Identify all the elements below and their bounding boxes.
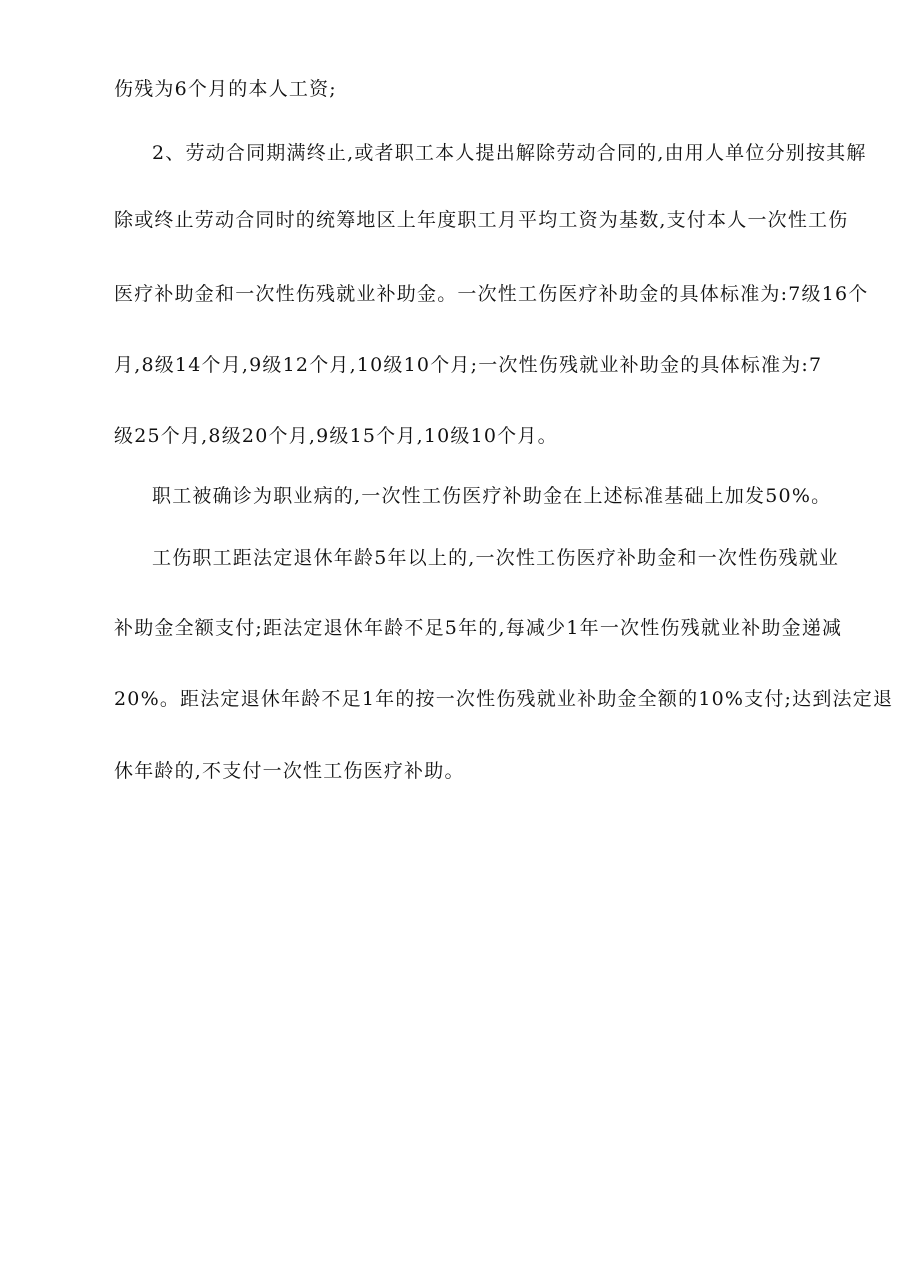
- text-line-6: 级25个月,8级20个月,9级15个月,10级10个月。: [114, 425, 558, 447]
- text-line-3: 除或终止劳动合同时的统筹地区上年度职工月平均工资为基数,支付本人一次性工伤: [114, 209, 849, 231]
- text-line-10: 20%。距法定退休年龄不足1年的按一次性伤残就业补助金全额的10%支付;达到法定退: [114, 688, 894, 710]
- text-line-9: 补助金全额支付;距法定退休年龄不足5年的,每减少1年一次性伤残就业补助金递减: [114, 617, 843, 639]
- text-line-5: 月,8级14个月,9级12个月,10级10个月;一次性伤残就业补助金的具体标准为:7: [114, 354, 823, 376]
- text-line-7: 职工被确诊为职业病的,一次性工伤医疗补助金在上述标准基础上加发50%。: [152, 485, 832, 507]
- text-line-2: 2、劳动合同期满终止,或者职工本人提出解除劳动合同的,由用人单位分别按其解: [152, 142, 867, 164]
- text-line-1: 伤残为6个月的本人工资;: [114, 78, 337, 100]
- text-line-8: 工伤职工距法定退休年龄5年以上的,一次性工伤医疗补助金和一次性伤残就业: [152, 547, 840, 569]
- text-line-11: 休年龄的,不支付一次性工伤医疗补助。: [114, 760, 465, 782]
- text-line-4: 医疗补助金和一次性伤残就业补助金。一次性工伤医疗补助金的具体标准为:7级16个: [114, 283, 869, 305]
